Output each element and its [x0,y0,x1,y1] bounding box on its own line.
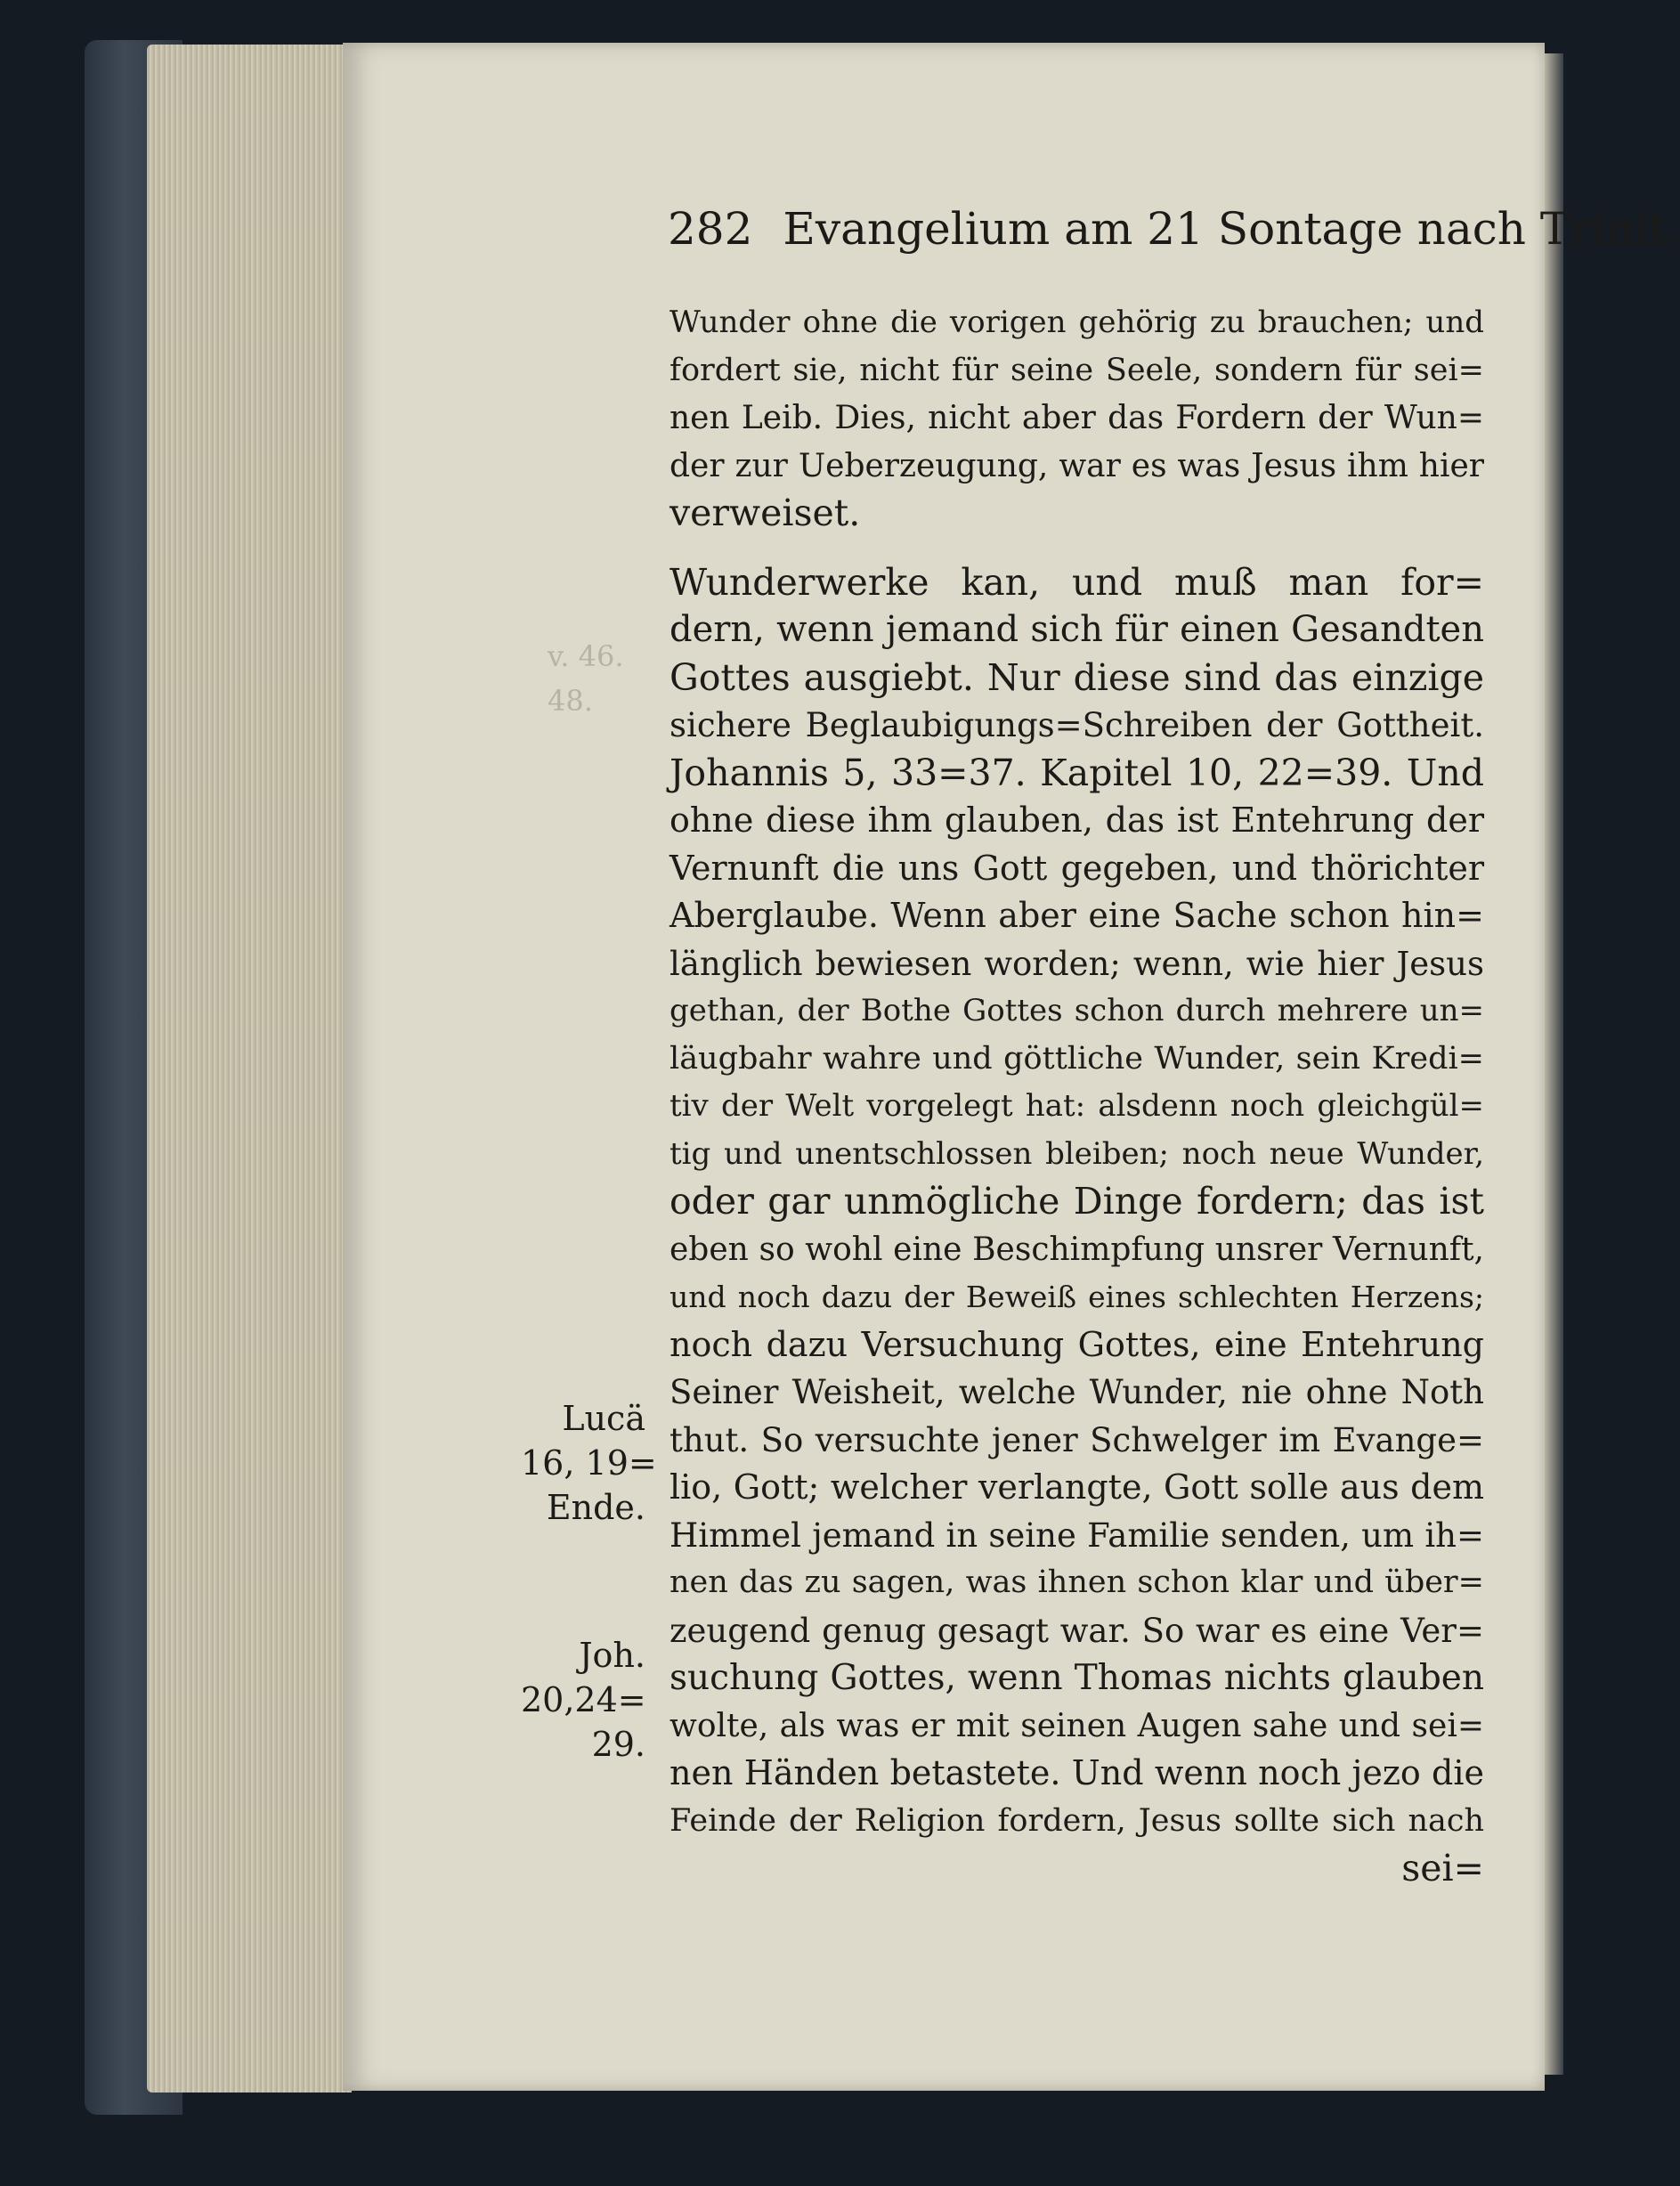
text-line: der zur Ueberzeugung, war es was Jesus ihm hier [670,447,1484,484]
next-page-edge [1545,53,1563,2075]
text-line: fordert sie, nicht für seine Seele, sondern für sei= [670,352,1484,388]
text-line: Wunder ohne die vorigen gehörig zu brauchen; und [670,305,1484,340]
bleed-note-line: v. 46. [548,639,624,673]
margin-note-line: 20,24= [521,1680,646,1719]
catchword: sei= [1401,1847,1484,1889]
text-line: länglich bewiesen worden; wenn, wie hier Jesus [670,944,1484,983]
text-line: oder gar unmögliche Dinge fordern; das ist [670,1180,1484,1223]
text-line: suchung Gottes, wenn Thomas nichts glauben [670,1658,1484,1698]
text-line: gethan, der Bothe Gottes schon durch mehrere un= [670,993,1484,1028]
page-number: 282 [668,203,753,255]
page-edges [147,45,352,2093]
running-head [668,203,1680,265]
text-line: Himmel jemand in seine Familie senden, um ih= [670,1516,1484,1555]
text-line: Vernunft die uns Gott gegeben, und thörichter [670,848,1484,888]
bleed-through-note [548,634,624,723]
margin-note-line: Ende. [546,1488,645,1527]
running-title: Evangelium am 21 Sontage nach Trinit. [783,203,1680,255]
text-line: zeugend genug gesagt war. So war es eine Ver= [670,1611,1484,1650]
margin-note-luca [521,1396,657,1530]
text-line: Gottes ausgiebt. Nur diese sind das einzige [670,655,1484,699]
text-line: verweiset. [670,492,861,534]
text-line: tiv der Welt vorgelegt hat: alsdenn noch gleichgül= [670,1088,1484,1124]
margin-note-line: 29. [591,1725,645,1764]
text-line: nen das zu sagen, was ihnen schon klar und über= [670,1564,1484,1600]
margin-note-line: Joh. [579,1636,645,1675]
text-line: Feinde der Religion fordern, Jesus sollte sich nach [670,1802,1484,1839]
text-line: thut. So versuchte jener Schwelger im Evange= [670,1420,1484,1459]
text-line: Johannis 5, 33=37. Kapitel 10, 22=39. Und [670,751,1484,794]
text-line: sichere Beglaubigungs=Schreiben der Gottheit. [670,706,1484,744]
text-line: und noch dazu der Beweiß eines schlechten Herzens; [670,1280,1484,1314]
body-text [670,299,1484,1893]
text-line: nen Händen betastete. Und wenn noch jezo die [670,1753,1484,1792]
text-line: noch dazu Versuchung Gottes, eine Entehrung [670,1324,1484,1364]
margin-note-line: Lucä [562,1399,645,1438]
margin-note-line: 16, 19= [521,1443,657,1483]
text-line: eben so wohl eine Beschimpfung unsrer Vernunft, [670,1231,1484,1268]
bleed-note-line: 48. [548,684,593,718]
margin-note-joh [521,1633,645,1767]
text-line: ohne diese ihm glauben, das ist Entehrung der [670,800,1484,840]
text-line: Seiner Weisheit, welche Wunder, nie ohne Noth [670,1373,1484,1411]
text-line: lio, Gott; welcher verlangte, Gott solle aus dem [670,1467,1484,1507]
text-line: nen Leib. Dies, nicht aber das Fordern der Wun= [670,400,1484,436]
text-line: Wunderwerke kan, und muß man for= [670,560,1484,604]
text-line: dern, wenn jemand sich für einen Gesandten [670,609,1484,650]
text-line: tig und unentschlossen bleiben; noch neue Wunder, [670,1135,1484,1172]
text-line: läugbahr wahre und göttliche Wunder, sein Kredi= [670,1040,1484,1077]
text-line: Aberglaube. Wenn aber eine Sache schon hin= [670,896,1484,935]
text-line: wolte, als was er mit seinen Augen sahe und sei= [670,1707,1484,1744]
